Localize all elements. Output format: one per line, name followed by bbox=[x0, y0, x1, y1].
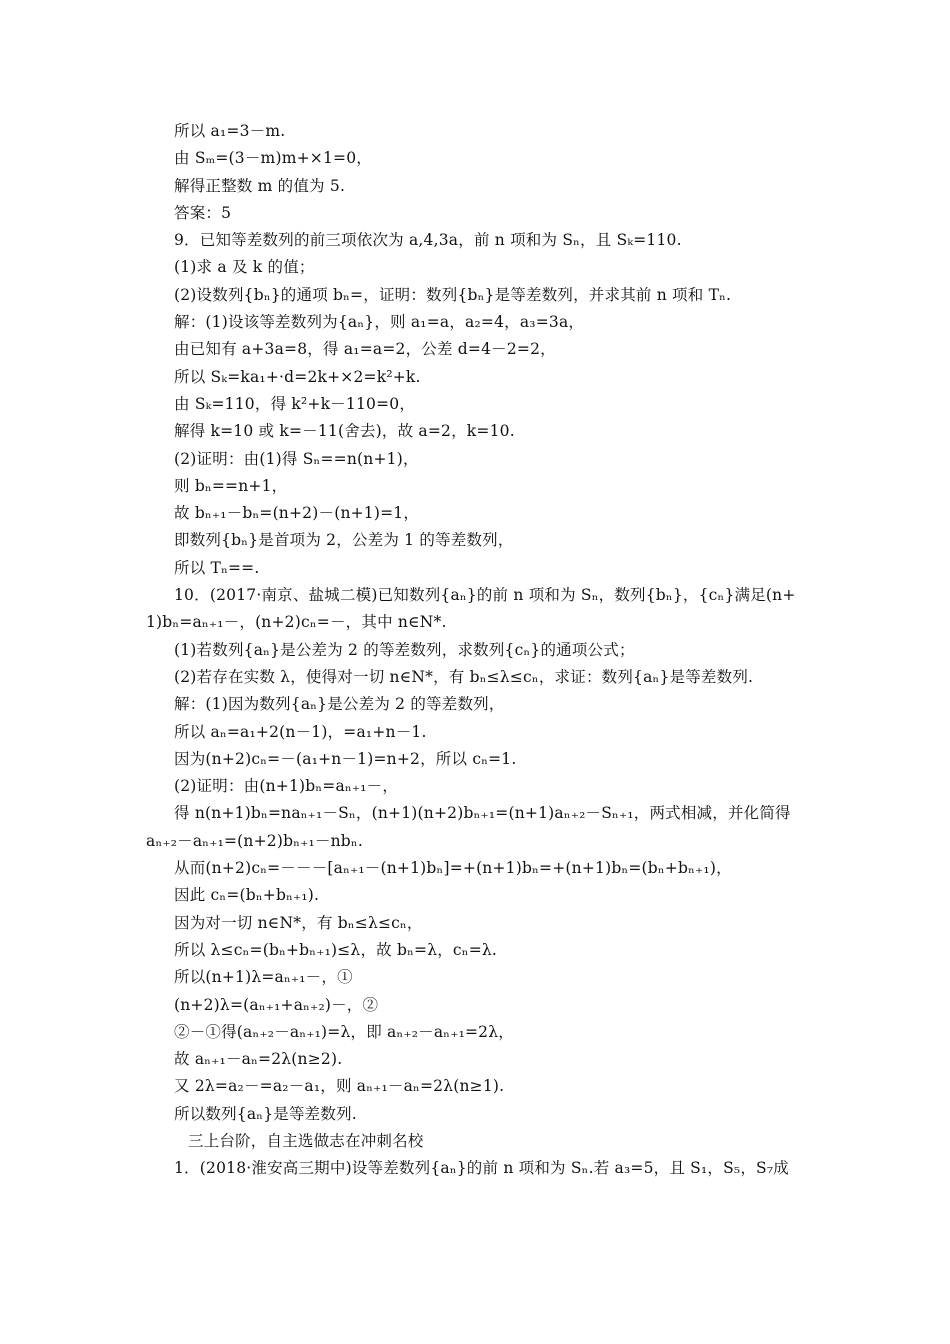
text-line: 因此 cₙ=(bₙ+bₙ₊₁). bbox=[174, 886, 320, 905]
text-line: (2)设数列{bₙ}的通项 bₙ=，证明：数列{bₙ}是等差数列，并求其前 n 项和 Tₙ. bbox=[174, 285, 732, 304]
text-line: 即数列{bₙ}是首项为 2，公差为 1 的等差数列， bbox=[174, 531, 514, 550]
text-line: (1)若数列{aₙ}是公差为 2 的等差数列，求数列{cₙ}的通项公式； bbox=[174, 640, 635, 659]
text-line: 由 Sₖ=110，得 k²+k－110=0， bbox=[174, 394, 416, 413]
text-line: 得 n(n+1)bₙ=naₙ₊₁－Sₙ，(n+1)(n+2)bₙ₊₁=(n+1)aₙ₊₂－Sₙ₊₁，两式相减，并化简得 bbox=[174, 804, 791, 823]
text-line: 由 Sₘ=(3－m)m+×1=0， bbox=[174, 149, 372, 168]
text-line: (2)若存在实数 λ，使得对一切 n∈N*，有 bₙ≤λ≤cₙ，求证：数列{aₙ}是等差数列. bbox=[174, 667, 754, 686]
text-line: (2)证明：由(1)得 Sₙ==n(n+1)， bbox=[174, 449, 419, 468]
text-line: (n+2)λ=(aₙ₊₁+aₙ₊₂)－，② bbox=[174, 995, 379, 1014]
text-line: 故 bₙ₊₁－bₙ=(n+2)－(n+1)=1， bbox=[174, 504, 420, 523]
text-line: 解：(1)因为数列{aₙ}是公差为 2 的等差数列， bbox=[174, 695, 505, 714]
text-line: 所以 λ≤cₙ=(bₙ+bₙ₊₁)≤λ，故 bₙ=λ，cₙ=λ. bbox=[174, 940, 498, 959]
text-line: 所以数列{aₙ}是等差数列. bbox=[174, 1104, 357, 1123]
text-line: 1)bₙ=aₙ₊₁－，(n+2)cₙ=－，其中 n∈N*. bbox=[146, 613, 447, 632]
text-line: 答案：5 bbox=[174, 203, 232, 222]
text-line: 所以 Sₖ=ka₁+·d=2k+×2=k²+k. bbox=[174, 367, 421, 386]
text-line: (1)求 a 及 k 的值； bbox=[174, 258, 315, 277]
text-line: 三上台阶，自主选做志在冲刺名校 bbox=[188, 1131, 424, 1150]
text-line: 解：(1)设该等差数列为{aₙ}，则 a₁=a，a₂=4，a₃=3a， bbox=[174, 313, 585, 332]
text-line: 10．(2017·南京、盐城二模)已知数列{aₙ}的前 n 项和为 Sₙ，数列{bₙ}，{cₙ}满足(n+ bbox=[174, 586, 796, 605]
text-line: 所以(n+1)λ=aₙ₊₁－，① bbox=[174, 968, 353, 987]
text-line: 因为对一切 n∈N*，有 bₙ≤λ≤cₙ， bbox=[174, 913, 423, 932]
text-line: 解得正整数 m 的值为 5. bbox=[174, 176, 346, 195]
text-line: 解得 k=10 或 k=－11(舍去)，故 a=2，k=10. bbox=[174, 422, 515, 441]
text-line: 所以 Tₙ==. bbox=[174, 558, 260, 577]
text-line: 又 2λ=a₂－=a₂－a₁，则 aₙ₊₁－aₙ=2λ(n≥1). bbox=[174, 1077, 505, 1096]
text-line: 所以 a₁=3－m. bbox=[174, 122, 286, 140]
text-line: 因为(n+2)cₙ=－(a₁+n－1)=n+2，所以 cₙ=1. bbox=[174, 749, 517, 768]
text-line: 由已知有 a+3a=8，得 a₁=a=2，公差 d=4－2=2， bbox=[174, 340, 556, 359]
text-line: 9．已知等差数列的前三项依次为 a,4,3a，前 n 项和为 Sₙ，且 Sₖ=110. bbox=[174, 231, 682, 250]
text-line: aₙ₊₂－aₙ₊₁=(n+2)bₙ₊₁－nbₙ. bbox=[146, 831, 363, 850]
text-line: 则 bₙ==n+1， bbox=[174, 476, 288, 495]
text-line: ②－①得(aₙ₊₂－aₙ₊₁)=λ，即 aₙ₊₂－aₙ₊₁=2λ， bbox=[174, 1022, 514, 1041]
document-body bbox=[146, 118, 826, 1183]
text-line: (2)证明：由(n+1)bₙ=aₙ₊₁－， bbox=[174, 777, 399, 796]
text-line: 1．(2018·淮安高三期中)设等差数列{aₙ}的前 n 项和为 Sₙ.若 a₃=5，且 S₁，S₅，S₇成 bbox=[174, 1159, 789, 1178]
text-line: 所以 aₙ=a₁+2(n－1)，=a₁+n－1. bbox=[174, 722, 427, 741]
text-line: 故 aₙ₊₁－aₙ=2λ(n≥2). bbox=[174, 1050, 343, 1069]
text-line: 从而(n+2)cₙ=－－－[aₙ₊₁－(n+1)bₙ]=+(n+1)bₙ=+(n+1)bₙ=(bₙ+bₙ₊₁)， bbox=[174, 859, 732, 878]
